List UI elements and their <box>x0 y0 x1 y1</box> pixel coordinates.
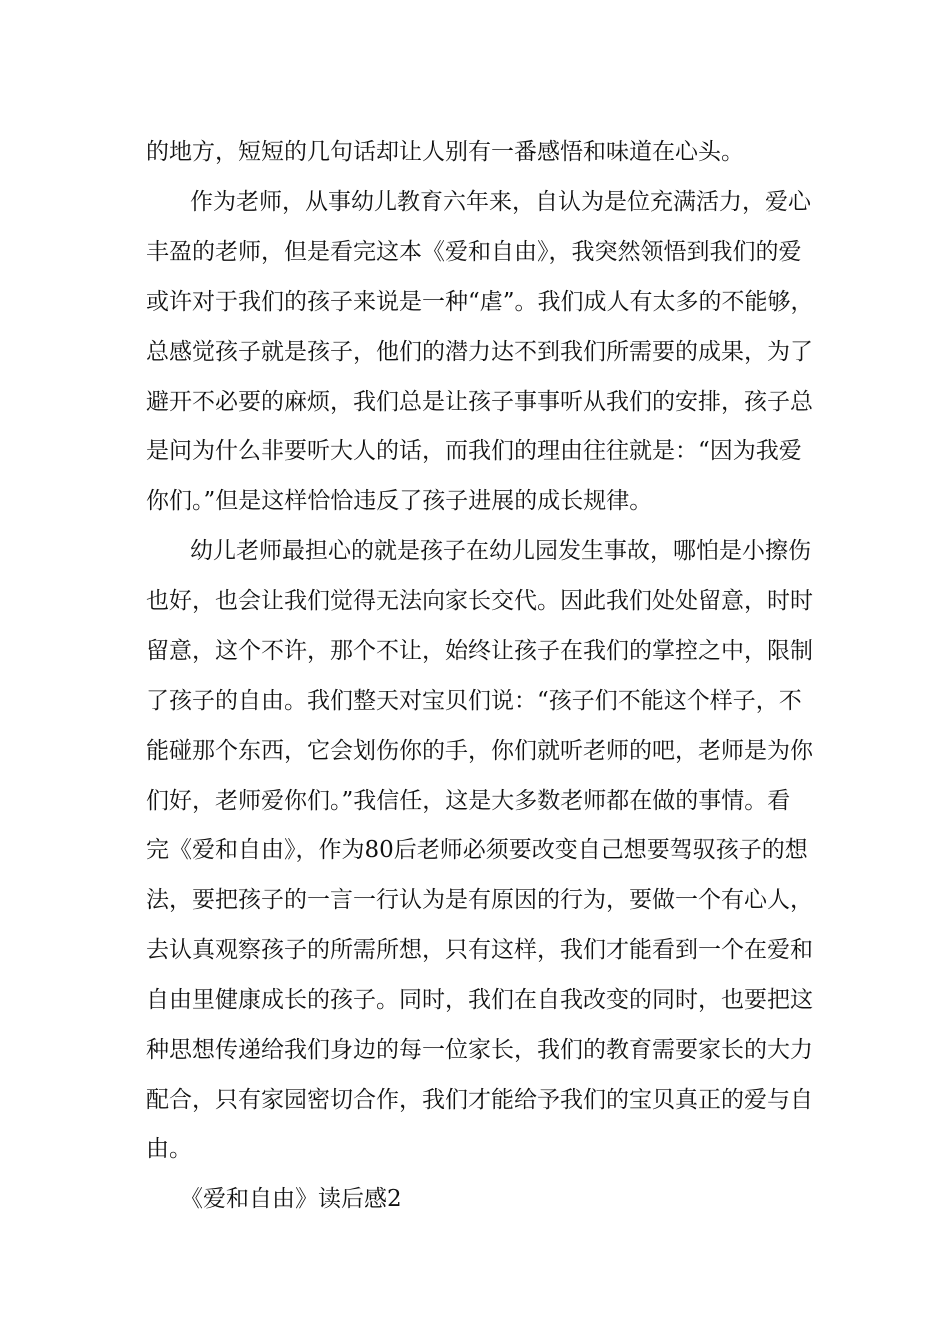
paragraph-line: 也好，也会让我们觉得无法向家长交代。因此我们处处留意，时时 <box>146 588 813 614</box>
paragraph-line: 自由里健康成长的孩子。同时，我们在自我改变的同时，也要把这 <box>146 987 813 1013</box>
paragraph-line: 作为老师，从事幼儿教育六年来，自认为是位充满活力，爱心 <box>190 189 811 215</box>
paragraph-line: 丰盈的老师，但是看完这本《爱和自由》，我突然领悟到我们的爱 <box>146 239 802 265</box>
paragraph-line: 法，要把孩子的一言一行认为是有原因的行为，要做一个有心人， <box>146 887 813 913</box>
paragraph-line: 了孩子的自由。我们整天对宝贝们说：“孩子们不能这个样子，不 <box>146 688 802 714</box>
paragraph-line: 避开不必要的麻烦，我们总是让孩子事事听从我们的安排，孩子总 <box>146 389 813 415</box>
paragraph-line: 们好，老师爱你们。”我信任，这是大多数老师都在做的事情。看 <box>146 788 791 814</box>
paragraph-line: 配合，只有家园密切合作，我们才能给予我们的宝贝真正的爱与自 <box>146 1087 813 1113</box>
paragraph-line: 去认真观察孩子的所需所想，只有这样，我们才能看到一个在爱和 <box>146 937 813 963</box>
paragraph-line: 种思想传递给我们身边的每一位家长，我们的教育需要家长的大力 <box>146 1037 813 1063</box>
paragraph-line: 的地方，短短的几句话却让人别有一番感悟和味道在心头。 <box>146 139 744 165</box>
paragraph-line: 由。 <box>146 1136 192 1162</box>
paragraph-line: 幼儿老师最担心的就是孩子在幼儿园发生事故，哪怕是小擦伤 <box>190 538 811 564</box>
paragraph-line: 是问为什么非要听大人的话，而我们的理由往往就是：“因为我爱 <box>146 438 802 464</box>
paragraph-line: 或许对于我们的孩子来说是一种“虐”。我们成人有太多的不能够， <box>146 289 814 315</box>
paragraph-line: 留意，这个不许，那个不让，始终让孩子在我们的掌控之中，限制 <box>146 638 813 664</box>
section-heading: 《爱和自由》读后感2 <box>180 1186 402 1212</box>
paragraph-line: 总感觉孩子就是孩子，他们的潜力达不到我们所需要的成果，为了 <box>146 339 813 365</box>
paragraph-line: 能碰那个东西，它会划伤你的手，你们就听老师的吧，老师是为你 <box>146 738 813 764</box>
paragraph-line: 完《爱和自由》，作为80后老师必须要改变自己想要驾驭孩子的想 <box>146 837 808 863</box>
paragraph-line: 你们。”但是这样恰恰违反了孩子进展的成长规律。 <box>146 488 653 514</box>
